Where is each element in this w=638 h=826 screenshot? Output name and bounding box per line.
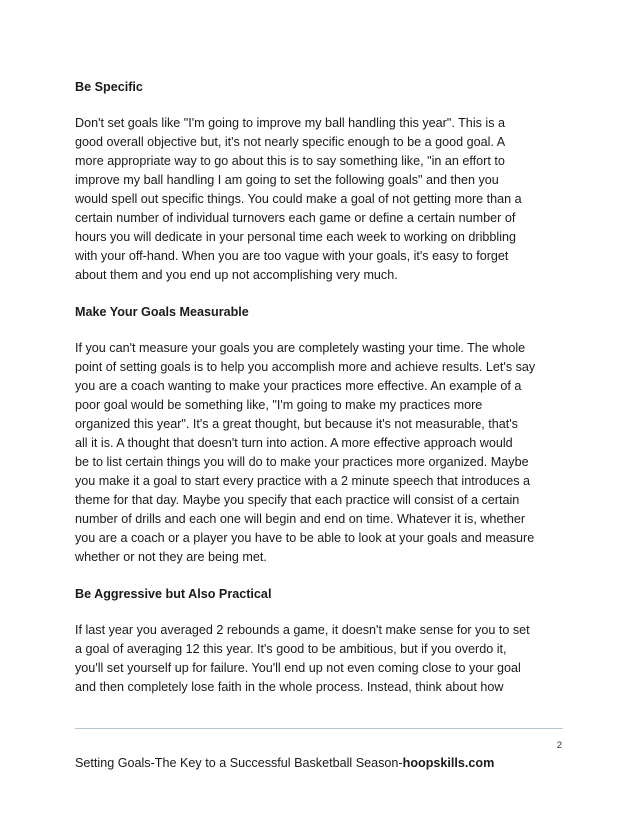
text-line: point of setting goals is to help you accomplish more and achieve results. Let's say xyxy=(75,360,536,374)
text-line: whether or not they are being met. xyxy=(75,550,267,564)
page-number: 2 xyxy=(556,740,562,751)
footer-site-name: hoopskills.com xyxy=(402,756,495,770)
text-line: a goal of averaging 12 this year. It's good to be ambitious, but if you overdo it, xyxy=(75,642,507,656)
section-heading: Be Aggressive but Also Practical xyxy=(75,587,272,601)
section-be-specific xyxy=(75,78,571,285)
text-line: be to list certain things you will do to make your practices more organized. Maybe xyxy=(75,455,529,469)
text-line: you are a coach wanting to make your practices more effective. An example of a xyxy=(75,379,522,393)
footer-title: Setting Goals-The Key to a Successful Basketball Season- xyxy=(75,756,403,770)
text-line: theme for that day. Maybe you specify that each practice will consist of a certain xyxy=(75,493,520,507)
text-line: good overall objective but, it's not nearly specific enough to be a good goal. A xyxy=(75,135,506,149)
section-be-aggressive-but-practical xyxy=(75,585,571,697)
section-paragraph xyxy=(75,621,571,697)
section-paragraph xyxy=(75,339,571,567)
text-line: about them and you end up not accomplishing very much. xyxy=(75,268,398,282)
text-line: all it is. A thought that doesn't turn into action. A more effective approach would xyxy=(75,436,513,450)
text-line: you'll set yourself up for failure. You'll end up not even coming close to your goal xyxy=(75,661,521,675)
footer-divider xyxy=(75,728,563,729)
text-line: If you can't measure your goals you are completely wasting your time. The whole xyxy=(75,341,526,355)
document-body xyxy=(75,78,571,715)
section-heading: Make Your Goals Measurable xyxy=(75,305,249,319)
section-paragraph xyxy=(75,114,571,285)
text-line: number of drills and each one will begin and end on time. Whatever it is, whether xyxy=(75,512,526,526)
text-line: poor goal would be something like, "I'm going to make my practices more xyxy=(75,398,483,412)
footer xyxy=(75,754,494,772)
text-line: more appropriate way to go about this is to say something like, "in an effort to xyxy=(75,154,505,168)
section-make-goals-measurable xyxy=(75,303,571,567)
text-line: Don't set goals like "I'm going to improve my ball handling this year". This is a xyxy=(75,116,506,130)
text-line: If last year you averaged 2 rebounds a game, it doesn't make sense for you to set xyxy=(75,623,530,637)
text-line: you make it a goal to start every practice with a 2 minute speech that introduces a xyxy=(75,474,531,488)
text-line: organized this year". It's a great thought, but because it's not measurable, that's xyxy=(75,417,518,431)
text-line: and then completely lose faith in the whole process. Instead, think about how xyxy=(75,680,504,694)
text-line: with your off-hand. When you are too vague with your goals, it's easy to forget xyxy=(75,249,509,263)
text-line: you are a coach or a player you have to be able to look at your goals and measure xyxy=(75,531,535,545)
section-heading: Be Specific xyxy=(75,80,143,94)
text-line: certain number of individual turnovers each game or define a certain number of xyxy=(75,211,516,225)
text-line: hours you will dedicate in your personal time each week to working on dribbling xyxy=(75,230,517,244)
text-line: improve my ball handling I am going to set the following goals" and then you xyxy=(75,173,499,187)
text-line: would spell out specific things. You could make a goal of not getting more than a xyxy=(75,192,522,206)
